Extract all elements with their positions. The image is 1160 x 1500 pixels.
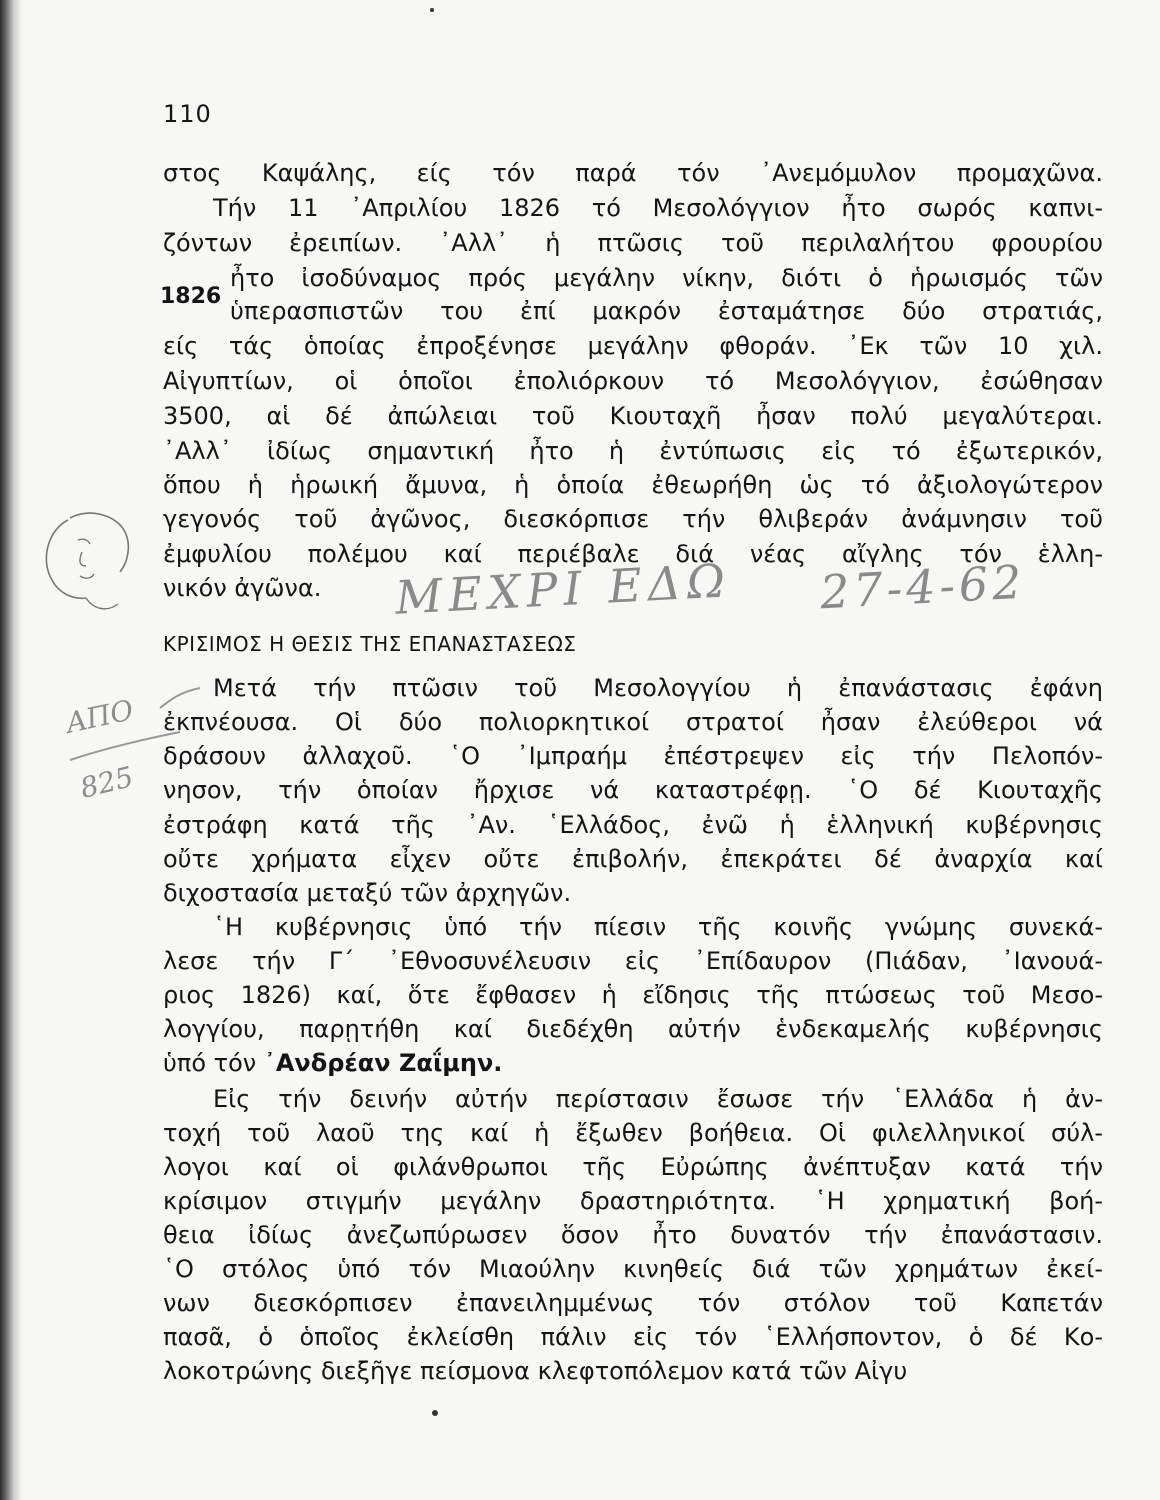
face-sketch-icon — [28, 500, 148, 620]
text-line: ἐκπνέουσα. Οἱ δύο πολιορκητικοί στρατοί ἦσαν ἐλεύθεροι νά — [163, 708, 1103, 736]
text-line: Αἰγυπτίων, οἱ ὁποῖοι ἐπολιόρκουν τό Μεσολόγγιον, ἐσώθησαν — [163, 367, 1103, 395]
text-line: είς τάς ὁποίας ἐπροξένησε μεγάλην φθοράν. ᾽Εκ τῶν 10 χιλ. — [163, 332, 1103, 360]
text-line: διχοστασία μεταξύ τῶν ἀρχηγῶν. — [163, 879, 572, 907]
text-line: οὔτε χρήματα εἶχεν οὔτε ἐπιβολήν, ἐπεκράτει δέ ἀναρχία καί — [163, 845, 1103, 873]
bold-name: ᾽Ανδρέαν Ζαΐμην. — [263, 1049, 503, 1077]
page-edge-shadow — [0, 0, 22, 1500]
ink-dot — [432, 1410, 438, 1416]
text-line: ῾Ο στόλος ὑπό τόν Μιαούλην κινηθείς διά τῶν χρημάτων ἐκεί- — [163, 1255, 1103, 1283]
handwritten-note: ΜΕΧΡΙ ΕΔΩ — [393, 553, 733, 625]
text-line: λεσε τήν Γ΄ ᾽Εθνοσυνέλευσιν εἰς ᾽Επίδαυρον (Πιάδαν, ᾽Ιανουά- — [163, 947, 1103, 975]
text-line: νησον, τήν ὁποίαν ἤρχισε νά καταστρέφῃ. ῾Ο δέ Κιουταχῆς — [163, 776, 1103, 804]
text-fragment: ὑπό τόν — [163, 1049, 257, 1077]
ink-dot — [430, 8, 434, 12]
margin-year: 1826 — [160, 284, 222, 309]
text-line: Μετά τήν πτῶσιν τοῦ Μεσολογγίου ἡ ἐπανάστασις ἐφάνη — [213, 674, 1103, 702]
text-line: ἐστράφη κατά τῆς ᾽Αν. ῾Ελλάδος, ἐνῶ ἡ ἑλληνική κυβέρνησις — [163, 811, 1103, 839]
text-line: λογοι καί οἱ φιλάνθρωποι τῆς Εὐρώπης ἀνέπτυξαν κατά τήν — [163, 1153, 1103, 1181]
text-line: ζόντων ἐρειπίων. ᾽Αλλ᾽ ἡ πτῶσις τοῦ περιλαλήτου φρουρίου — [163, 229, 1103, 257]
text-line: Τήν 11 ᾽Απριλίου 1826 τό Μεσολόγγιον ἦτο σωρός καπνι- — [213, 194, 1103, 222]
text-line: τοχή τοῦ λαοῦ της καί ἡ ἔξωθεν βοήθεια. Οἱ φιλελληνικοί σύλ- — [163, 1119, 1103, 1147]
text-line: κρίσιμον στιγμήν μεγάλην δραστηριότητα. ῾Η χρηματική βοή- — [163, 1187, 1103, 1215]
text-line: 3500, αἱ δέ ἀπώλειαι τοῦ Κιουταχῆ ἦσαν πολύ μεγαλύτεραι. — [163, 402, 1103, 430]
text-line: γεγονός τοῦ ἀγῶνος, διεσκόρπισε τήν θλιβεράν ἀνάμνησιν τοῦ — [163, 505, 1103, 533]
text-line: ὑπερασπιστῶν του ἐπί μακρόν ἐσταμάτησε δύο στρατιάς, — [230, 297, 1103, 325]
text-line: Εἰς τήν δεινήν αὐτήν περίστασιν ἔσωσε τήν ῾Ελλάδα ἡ ἀν- — [213, 1085, 1103, 1113]
text-line: ἐμφυλίου πολέμου καί περιέβαλε διά νέας αἴγλης τόν ἑλλη- — [163, 540, 1103, 568]
text-line — [163, 1048, 502, 1078]
page-number: 110 — [163, 100, 212, 128]
margin-note-first: ΑΠΟ — [63, 693, 137, 740]
text-line: λογγίου, παρῃτήθη καί διεδέχθη αὐτήν ἑνδεκαμελής κυβέρνησις — [163, 1015, 1103, 1043]
text-line: ὅπου ἡ ἡρωική ἄμυνα, ἡ ὁποία ἐθεωρήθη ὡς τό ἀξιολογώτερον — [163, 471, 1103, 499]
text-line: στος Καψάλης, είς τόν παρά τόν ᾽Ανεμόμυλον προμαχῶνα. — [163, 159, 1103, 187]
text-line: θεια ἰδίως ἀνεζωπύρωσεν ὅσον ἦτο δυνατόν τήν ἐπανάστασιν. — [163, 1221, 1103, 1249]
text-line: νικόν ἀγῶνα. — [163, 574, 322, 602]
section-heading: ΚΡΙΣΙΜΟΣ Η ΘΕΣΙΣ ΤΗΣ ΕΠΑΝΑΣΤΑΣΕΩΣ — [163, 632, 577, 656]
text-line: ῾Η κυβέρνησις ὑπό τήν πίεσιν τῆς κοινῆς γνώμης συνεκά- — [213, 913, 1103, 941]
text-line: ᾽Αλλ᾽ ἰδίως σημαντική ἦτο ἡ ἐντύπωσις εἰς τό ἐξωτερικόν, — [163, 437, 1103, 465]
text-line: λοκοτρώνης διεξῆγε πείσμονα κλεφτοπόλεμον κατά τῶν Αἰγυ — [163, 1357, 908, 1385]
margin-note-second: 825 — [76, 760, 137, 805]
handwritten-date: 27-4-62 — [818, 554, 1027, 620]
text-line: πασᾶ, ὁ ὁποῖος ἐκλείσθη πάλιν εἰς τόν ῾Ελλήσποντον, ὁ δέ Κο- — [163, 1323, 1103, 1351]
text-line: ριος 1826) καί, ὅτε ἔφθασεν ἡ εἴδησις τῆς πτώσεως τοῦ Μεσο- — [163, 981, 1103, 1009]
text-line: νων διεσκόρπισεν ἐπανειλημμένως τόν στόλον τοῦ Καπετάν — [163, 1289, 1103, 1317]
text-line: δράσουν ἀλλαχοῦ. ῾Ο ᾽Ιμπραήμ ἐπέστρεψεν εἰς τήν Πελοπόν- — [163, 742, 1103, 770]
text-line: ἦτο ἰσοδύναμος πρός μεγάλην νίκην, διότι ὁ ἡρωισμός τῶν — [230, 264, 1103, 292]
